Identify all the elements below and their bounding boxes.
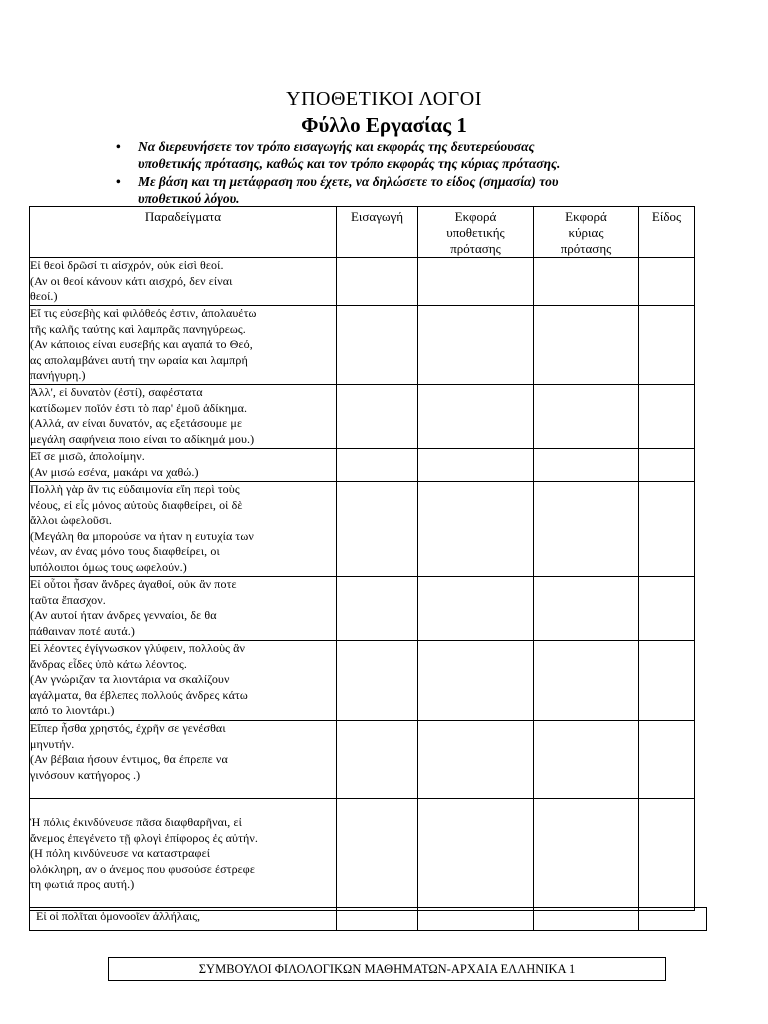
table-row <box>30 258 695 306</box>
example-line: Ἀλλ', εἰ δυνατὸν (ἐστί), σαφέστατα <box>30 385 203 399</box>
example-line: τῆς καλῆς ταύτης καὶ λαμπρᾶς πανηγύρεως. <box>30 321 246 336</box>
answer-cell[interactable] <box>337 641 418 721</box>
worksheet-table-continued <box>29 907 707 931</box>
answer-cell[interactable] <box>337 306 418 385</box>
example-line: κατίδωμεν ποῖόν ἐστι τὸ παρ' ἐμοῦ ἀδίκημα. <box>30 400 248 415</box>
answer-cell[interactable] <box>534 258 639 306</box>
example-line: Εἴ σε μισῶ, ἀπολοίμην. <box>30 449 145 463</box>
example-line: Εἴ τις εὐσεβὴς καὶ φιλόθεός ἐστιν, ἀπολαυέτω <box>30 306 257 320</box>
bullet-icon: • <box>116 139 121 154</box>
example-line: (Αν βέβαια ήσουν έντιμος, θα έπρεπε να <box>30 752 228 766</box>
answer-cell[interactable] <box>639 641 695 721</box>
example-line: μεγάλη σαφήνεια ποιο είναι το αδίκημά μου.) <box>30 431 255 446</box>
worksheet-title: ΥΠΟΘΕΤΙΚΟΙ ΛΟΓΟΙ <box>286 88 482 110</box>
answer-cell[interactable] <box>639 449 695 482</box>
example-line: πάθαιναν ποτέ αυτά.) <box>30 623 136 638</box>
answer-cell[interactable] <box>337 449 418 482</box>
answer-cell[interactable] <box>639 908 707 931</box>
answer-cell[interactable] <box>337 799 418 911</box>
header-line: υποθετικής <box>446 225 505 240</box>
example-line: Πολλὴ γὰρ ἂν τις εὐδαιμονία εἴη περὶ τοὺς <box>30 482 240 496</box>
example-cell <box>30 799 337 911</box>
example-line: τη φωτιά προς αυτή.) <box>30 877 135 891</box>
answer-cell[interactable] <box>337 482 418 577</box>
table-row <box>30 641 695 721</box>
example-line: Ἡ πόλις ἐκινδύνευσε πᾶσα διαφθαρῆναι, εἰ <box>30 815 242 829</box>
answer-cell[interactable] <box>639 482 695 577</box>
instructions-list <box>112 138 672 208</box>
table-row <box>30 482 695 577</box>
answer-cell[interactable] <box>639 799 695 911</box>
example-line: Εἰ οὗτοι ἦσαν ἄνδρες ἀγαθοί, οὐκ ἂν ποτε <box>30 577 237 591</box>
example-line: πανήγυρη.) <box>30 368 86 382</box>
page-footer: ΣΥΜΒΟΥΛΟΙ ΦΙΛΟΛΟΓΙΚΩΝ ΜΑΘΗΜΑΤΩΝ-ΑΡΧΑΙΑ ΕΛΛΗΝΙΚΑ 1 <box>108 957 666 981</box>
example-line: (Μεγάλη θα μπορούσε να ήταν η ευτυχία των <box>30 528 254 543</box>
answer-cell[interactable] <box>534 908 639 931</box>
header-type: Είδος <box>639 207 695 258</box>
example-line: νέων, αν ένας μόνο τους διαφθείρει, οι <box>30 544 220 558</box>
answer-cell[interactable] <box>534 449 639 482</box>
instruction-line: υποθετικού λόγου. <box>138 191 240 206</box>
answer-cell[interactable] <box>639 258 695 306</box>
header-line: Εκφορά <box>565 209 607 224</box>
answer-cell[interactable] <box>418 641 534 721</box>
example-line: αγάλματα, θα έβλεπες πολλούς άνδρες κάτω <box>30 687 248 702</box>
header-introduction: Εισαγωγή <box>337 207 418 258</box>
header-line: πρότασης <box>560 241 612 256</box>
answer-cell[interactable] <box>337 385 418 449</box>
example-line: (Αν μισώ εσένα, μακάρι να χαθώ.) <box>30 464 199 479</box>
example-line: Εἰ θεοὶ δρῶσί τι αἰσχρόν, οὐκ εἰσὶ θεοί. <box>30 258 224 272</box>
table-row <box>30 306 695 385</box>
instruction-item <box>112 173 672 207</box>
answer-cell[interactable] <box>337 258 418 306</box>
answer-cell[interactable] <box>418 799 534 911</box>
table-row <box>30 577 695 641</box>
table-row <box>30 721 695 799</box>
answer-cell[interactable] <box>418 449 534 482</box>
answer-cell[interactable] <box>418 385 534 449</box>
answer-cell[interactable] <box>534 641 639 721</box>
answer-cell[interactable] <box>418 306 534 385</box>
example-line: γινόσουν κατήγορος .) <box>30 767 141 782</box>
bullet-icon: • <box>116 174 121 189</box>
table-header-row <box>30 207 695 258</box>
answer-cell[interactable] <box>534 721 639 799</box>
example-line: Εἰ λέοντες ἐγίγνωσκον γλύφειν, πολλοὺς ἂν <box>30 641 245 655</box>
example-line: (Αν αυτοί ήταν άνδρες γενναίοι, δε θα <box>30 608 217 622</box>
example-line: ολόκληρη, αν ο άνεμος που φυσούσε έστρεφε <box>30 861 255 876</box>
answer-cell[interactable] <box>418 577 534 641</box>
example-cell: Εἰ οἱ πολῖται ὁμονοοῖεν ἀλλήλαις, <box>30 908 337 931</box>
example-cell <box>30 577 337 641</box>
example-line: μηνυτήν. <box>30 736 75 751</box>
answer-cell[interactable] <box>534 306 639 385</box>
header-line: πρότασης <box>450 241 501 256</box>
example-line: από το λιοντάρι.) <box>30 703 115 717</box>
instruction-item <box>112 138 672 172</box>
example-line: ἄνεμος ἐπεγένετο τῇ φλογὶ ἐπίφορος ἐς αὐτήν. <box>30 830 259 845</box>
example-line: νέους, εἰ εἷς μόνος αὐτοὺς διαφθείρει, οἱ δὲ <box>30 497 243 512</box>
example-line: ας απολαμβάνει αυτή την ωραία και λαμπρή <box>30 352 248 367</box>
answer-cell[interactable] <box>639 721 695 799</box>
example-line: θεοί.) <box>30 289 58 303</box>
table-row <box>30 449 695 482</box>
header-line: κύριας <box>568 225 604 240</box>
answer-cell[interactable] <box>337 577 418 641</box>
worksheet-table <box>29 206 695 911</box>
answer-cell[interactable] <box>418 258 534 306</box>
example-line: (Αν γνώριζαν τα λιοντάρια να σκαλίζουν <box>30 672 230 686</box>
answer-cell[interactable] <box>639 385 695 449</box>
header-subordinate-mood <box>418 207 534 258</box>
answer-cell[interactable] <box>534 799 639 911</box>
example-line: (Η πόλη κινδύνευσε να καταστραφεί <box>30 846 211 860</box>
example-cell <box>30 449 337 482</box>
answer-cell[interactable] <box>418 482 534 577</box>
example-cell <box>30 721 337 799</box>
instruction-line: υποθετικής πρότασης, καθώς και τον τρόπο εκφοράς της κύριας πρότασης. <box>138 156 561 171</box>
example-cell <box>30 482 337 577</box>
answer-cell[interactable] <box>639 577 695 641</box>
example-cell <box>30 258 337 306</box>
answer-cell[interactable] <box>337 721 418 799</box>
header-line: Εκφορά <box>454 209 497 224</box>
header-examples: Παραδείγματα <box>30 207 337 258</box>
example-line: Εἴπερ ἦσθα χρηστός, ἐχρῆν σε γενέσθαι <box>30 721 226 735</box>
answer-cell[interactable] <box>534 482 639 577</box>
example-line: (Αν οι θεοί κάνουν κάτι αισχρό, δεν είναι <box>30 273 233 288</box>
example-line: ἄλλοι ὠφελοῦσι. <box>30 513 112 527</box>
example-line: (Αλλά, αν είναι δυνατόν, ας εξετάσουμε με <box>30 416 243 430</box>
instruction-line: Με βάση και τη μετάφραση που έχετε, να δηλώσετε το είδος (σημασία) του <box>138 174 559 189</box>
example-cell <box>30 385 337 449</box>
example-line: υπόλοιποι όμως τους ωφελούν.) <box>30 559 187 574</box>
example-cell <box>30 306 337 385</box>
answer-cell[interactable] <box>534 577 639 641</box>
table-row <box>30 799 695 911</box>
answer-cell[interactable] <box>534 385 639 449</box>
header-main-mood <box>534 207 639 258</box>
answer-cell[interactable] <box>418 908 534 931</box>
example-line: ταῦτα ἔπασχον. <box>30 592 106 607</box>
answer-cell[interactable] <box>337 908 418 931</box>
instruction-line: Να διερευνήσετε τον τρόπο εισαγωγής και εκφοράς της δευτερεύουσας <box>138 139 535 154</box>
example-cell <box>30 641 337 721</box>
example-line: ἄνδρας εἶδες ὑπὸ κάτω λέοντος. <box>30 656 187 671</box>
example-line: (Αν κάποιος είναι ευσεβής και αγαπά το Θεό, <box>30 337 253 351</box>
answer-cell[interactable] <box>418 721 534 799</box>
worksheet-subtitle: Φύλλο Εργασίας 1 <box>301 113 467 137</box>
table-row <box>30 385 695 449</box>
answer-cell[interactable] <box>639 306 695 385</box>
table-row <box>30 908 707 931</box>
